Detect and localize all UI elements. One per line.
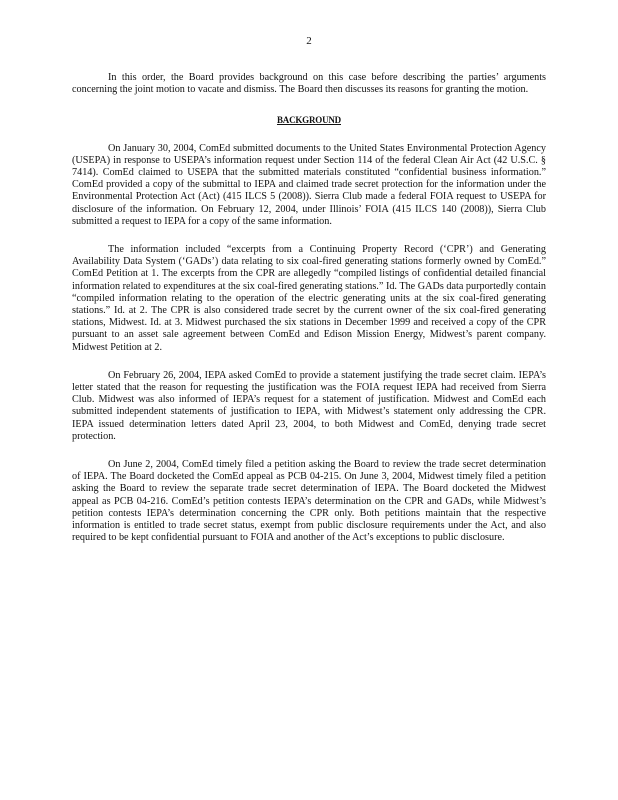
intro-paragraph: In this order, the Board provides background on this case before describing the parties’ arguments concerning the joint motion to vacate and dismiss. The Board then discusses its reasons for granting the motion. (72, 72, 546, 96)
section-heading-background: BACKGROUND (276, 115, 341, 126)
page-number: 2 (306, 35, 312, 47)
background-paragraph-3: On February 26, 2004, IEPA asked ComEd to provide a statement justifying the trade secret claim. IEPA’s letter stated that the reason for requesting the justification was the FOIA request IEPA had received from Sierra Club. Midwest was also informed of IEPA’s request for a statement of justification. Midwest and ComEd each submitted independent statements of justification to IEPA, with Midwest’s statement only addressing the CPR. IEPA issued determination letters dated April 23, 2004, to both Midwest and ComEd, denying trade secret protection. (72, 369, 546, 442)
background-paragraph-1: On January 30, 2004, ComEd submitted documents to the United States Environmental Protection Agency (USEPA) in response to USEPA’s information request under Section 114 of the federal Clean Air Act (42 U.S.C. § 7414). ComEd claimed to USEPA that the submitted materials constituted “confidential business information.” ComEd provided a copy of the submittal to IEPA and claimed trade secret protection for the information under the Environmental Protection Act (Act) (415 ILCS 5 (2008)). Sierra Club made a federal FOIA request to USEPA for disclosure of the information. On February 12, 2004, under Illinois’ FOIA (415 ILCS 140 (2008)), Sierra Club submitted a request to IEPA for a copy of the same information. (72, 142, 546, 227)
background-paragraph-4: On June 2, 2004, ComEd timely filed a petition asking the Board to review the trade secret determination of IEPA. The Board docketed the ComEd appeal as PCB 04-215. On June 3, 2004, Midwest timely filed a petition asking the Board to review the separate trade secret determination of IEPA. The Board docketed the Midwest appeal as PCB 04-216. ComEd’s petition contests IEPA’s determination on the CPR and GADs, while Midwest’s petition contests IEPA’s determination concerning the CPR only. Both petitions maintain that the respective information is entitled to trade secret status, exempt from public disclosure requirements under the Act, and also required to be kept confidential pursuant to FOIA and another of the Act’s exceptions to public disclosure. (72, 459, 546, 544)
background-paragraph-2: The information included “excerpts from a Continuing Property Record (‘CPR’) and Generating Availability Data System (‘GADs’) data relating to six coal-fired generating stations formerly owned by ComEd.” ComEd Petition at 1. The excerpts from the CPR are allegedly “compiled listings of confidential detailed financial information related to expenditures at the six coal-fired generating stations.” Id. The GADs data purportedly contain “compiled information relating to the operation of the electric generating units at the six coal-fired generating stations.” Id. at 2. The CPR is also considered trade secret by the current owner of the six coal-fired generating stations, Midwest. Id. at 3. Midwest purchased the six stations in December 1999 and received a copy of the CPR pursuant to an asset sale agreement between ComEd and Edison Mission Energy, Midwest’s parent company. Midwest Petition at 2. (72, 244, 546, 353)
document-body (72, 72, 546, 561)
